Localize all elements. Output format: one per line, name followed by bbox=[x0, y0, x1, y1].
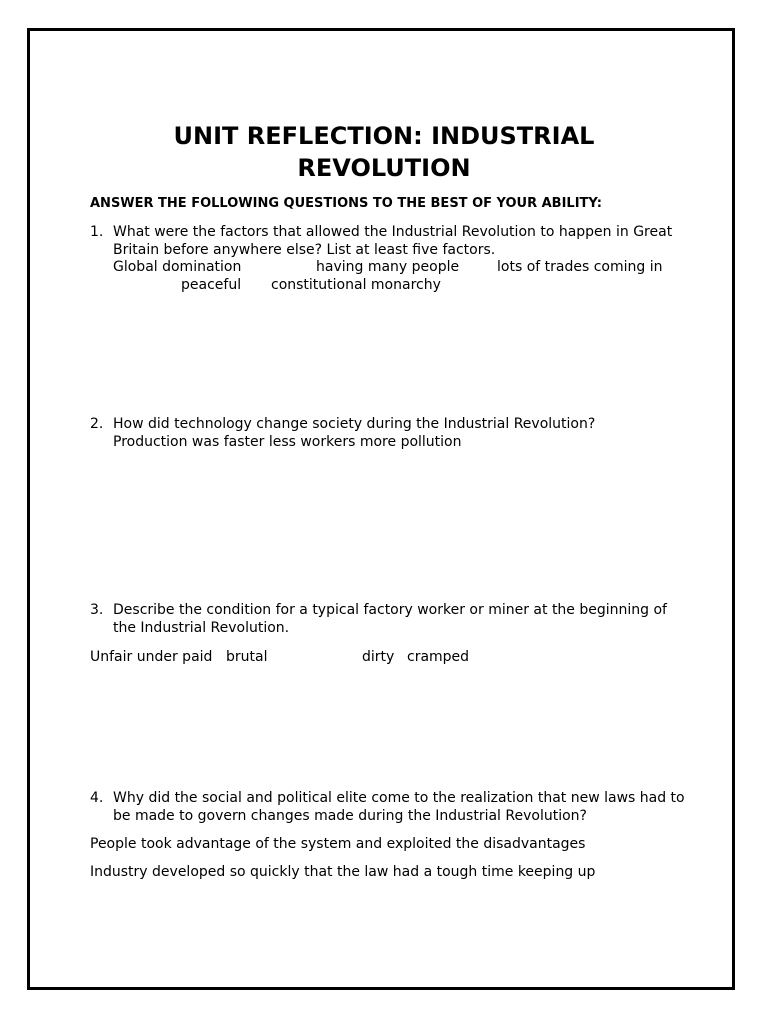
answer-text: Global domination bbox=[113, 259, 242, 275]
answer-text: Unfair under paid bbox=[90, 648, 213, 665]
answer-text: dirty bbox=[362, 648, 395, 665]
question-text-line: What were the factors that allowed the Industrial Revolution to happen in Great bbox=[113, 224, 673, 240]
question-number: 2. bbox=[90, 416, 104, 432]
question-text-line: be made to govern changes made during the Industrial Revolution? bbox=[113, 807, 587, 824]
answer-text: cramped bbox=[407, 648, 470, 665]
instructions: ANSWER THE FOLLOWING QUESTIONS TO THE BEST OF YOUR ABILITY: bbox=[90, 196, 602, 211]
question-number: 1. bbox=[90, 224, 104, 240]
answer-text: Industry developed so quickly that the law had a tough time keeping up bbox=[90, 863, 596, 880]
answer-text: lots of trades coming in bbox=[497, 259, 663, 275]
answer-text: having many people bbox=[316, 259, 460, 275]
answer-text: Production was faster less workers more pollution bbox=[113, 433, 462, 450]
page-title bbox=[90, 120, 678, 184]
question-number: 3. bbox=[90, 602, 104, 618]
question-number: 4. bbox=[90, 790, 104, 806]
question-text-line: the Industrial Revolution. bbox=[113, 619, 290, 636]
answer-text: People took advantage of the system and exploited the disadvantages bbox=[90, 835, 586, 852]
question-text-line: Britain before anywhere else? List at least five factors. bbox=[113, 241, 496, 258]
title-line-2: REVOLUTION bbox=[297, 154, 471, 182]
question-text-line: Describe the condition for a typical factory worker or miner at the beginning of bbox=[113, 602, 667, 618]
answer-text: peaceful bbox=[181, 276, 242, 293]
answer-text: brutal bbox=[226, 648, 268, 665]
question-text-line: Why did the social and political elite come to the realization that new laws had to bbox=[113, 790, 685, 806]
question-text-line: How did technology change society during the Industrial Revolution? bbox=[113, 416, 596, 432]
title-line-1: UNIT REFLECTION: INDUSTRIAL bbox=[173, 122, 595, 150]
answer-text: constitutional monarchy bbox=[271, 276, 441, 293]
